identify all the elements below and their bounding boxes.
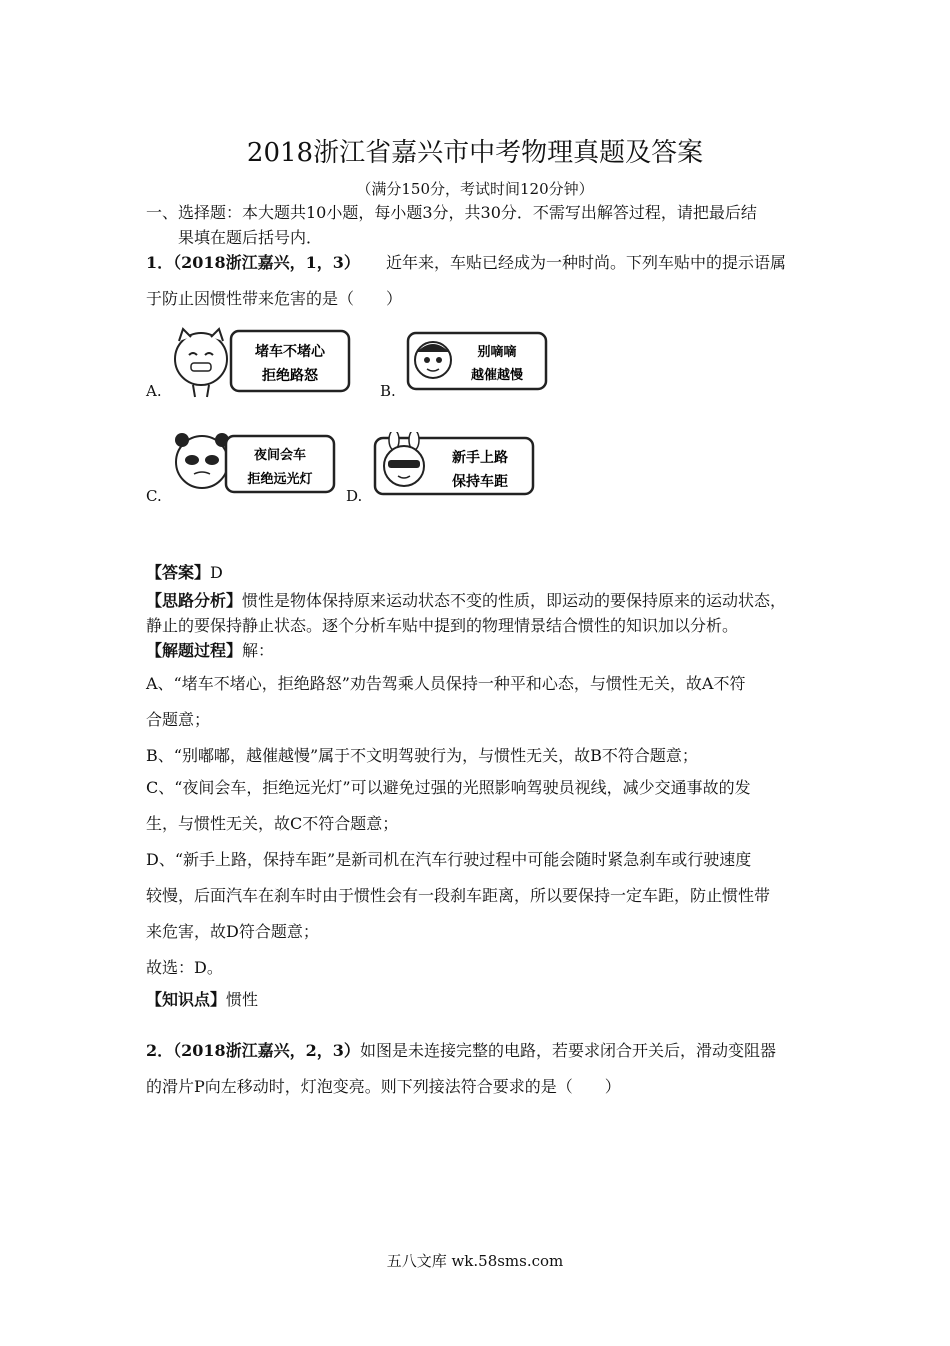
analysis-tag: 【思路分析】 <box>146 591 243 610</box>
option-b-line1: 别嘀嘀 <box>477 345 517 360</box>
option-d-line1: 新手上路 <box>452 450 508 466</box>
option-a-letter: A. <box>146 382 162 400</box>
process-tag: 【解题过程】 <box>146 641 243 660</box>
knowledge-tag: 【知识点】 <box>146 990 227 1009</box>
q2-text-line1: 如图是未连接完整的电路，若要求闭合开关后，滑动变阻器 <box>359 1041 776 1060</box>
option-b-line2: 越催越慢 <box>470 368 524 383</box>
character-face-icon <box>415 342 451 378</box>
option-c-letter: C. <box>146 487 162 505</box>
knowledge-line <box>146 989 258 1011</box>
section-heading-line2: 果填在题后括号内． <box>178 228 323 247</box>
solution-line: B、“别嘟嘟，越催越慢”属于不文明驾驶行为，与惯性无关，故B不符合题意； <box>146 746 698 765</box>
option-c-line1: 夜间会车 <box>253 448 307 463</box>
option-d-letter: D. <box>346 487 363 505</box>
solution-line: 较慢，后面汽车在刹车时由于惯性会有一段刹车距离，所以要保持一定车距，防止惯性带 <box>146 886 771 905</box>
solution-line: 合题意； <box>146 710 211 729</box>
section-heading-line1: 一、选择题：本大题共10小题，每小题3分，共30分．不需写出解答过程，请把最后结 <box>146 203 757 222</box>
q1-stem-line1 <box>146 252 786 274</box>
answer-line <box>146 562 223 584</box>
analysis-line2: 静止的要保持静止状态。逐个分析车贴中提到的物理情景结合惯性的知识加以分析。 <box>146 616 739 635</box>
q1-stem-line2: 于防止因惯性带来危害的是（ ） <box>146 289 403 308</box>
option-d-line2: 保持车距 <box>452 474 508 490</box>
panda-mascot-icon <box>175 433 229 488</box>
option-a-line1: 堵车不堵心 <box>255 344 325 360</box>
solution-line: C、“夜间会车，拒绝远光灯”可以避免过强的光照影响驾驶员视线，减少交通事故的发 <box>146 778 751 797</box>
q2-stem-line2: 的滑片P向左移动时，灯泡变亮。则下列接法符合要求的是（ ） <box>146 1077 621 1096</box>
page-subtitle: （满分150分，考试时间120分钟） <box>356 180 594 198</box>
solution-line: 故选：D。 <box>146 958 223 977</box>
solution-line: A、“堵车不堵心，拒绝路怒”劝告驾乘人员保持一种平和心态，与惯性无关，故A不符 <box>146 674 746 693</box>
page-title: 2018浙江省嘉兴市中考物理真题及答案 <box>246 138 704 168</box>
solution-line: 生，与惯性无关，故C不符合题意； <box>146 814 399 833</box>
knowledge-value: 惯性 <box>226 990 259 1009</box>
solution-line: D、“新手上路，保持车距”是新司机在汽车行驶过程中可能会随时紧急刹车或行驶速度 <box>146 850 752 869</box>
option-a-sticker <box>165 325 355 400</box>
answer-tag: 【答案】 <box>146 563 211 582</box>
option-a-line2: 拒绝路怒 <box>262 368 318 384</box>
q1-text-line1: 近年来，车贴已经成为一种时尚。下列车贴中的提示语属 <box>385 253 786 272</box>
option-b-sticker <box>405 330 550 392</box>
answer-value: D <box>210 563 223 582</box>
solution-line: 来危害，故D符合题意； <box>146 922 319 941</box>
q2-stem-line1 <box>146 1040 776 1062</box>
option-b-letter: B. <box>380 382 396 400</box>
process-value: 解： <box>242 641 275 660</box>
option-c-line2: 拒绝远光灯 <box>247 472 313 487</box>
option-d-sticker <box>372 432 537 500</box>
cat-mascot-icon <box>175 329 227 397</box>
option-c-sticker <box>168 430 338 498</box>
analysis-line1 <box>146 590 786 612</box>
analysis-text-1: 惯性是物体保持原来运动状态不变的性质，即运动的要保持原来的运动状态， <box>242 591 787 610</box>
process-line <box>146 640 274 662</box>
q2-label: 2．（2018浙江嘉兴，2，3） <box>146 1041 360 1060</box>
page-footer: 五八文库 wk.58sms.com <box>386 1252 564 1270</box>
q1-label: 1．（2018浙江嘉兴，1，3） <box>146 253 360 272</box>
